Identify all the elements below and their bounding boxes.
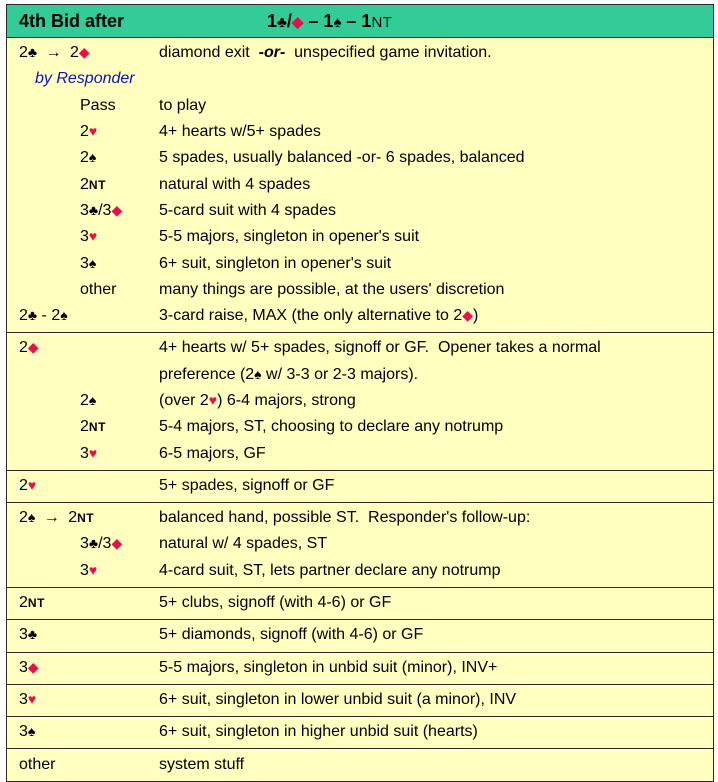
text-fragment: 2 xyxy=(80,392,89,409)
red-suit-icon: ◆ xyxy=(27,339,39,356)
text-fragment: unspecified game invitation. xyxy=(285,44,492,62)
bid-cell xyxy=(7,392,159,410)
text-fragment: 3 xyxy=(80,561,89,579)
text-fragment: 6+ suit, singleton in lower unbid suit (a minor), INV xyxy=(159,690,517,708)
by-responder-label: by Responder xyxy=(35,70,135,88)
meaning-cell xyxy=(159,97,713,115)
bid-cell xyxy=(7,149,159,167)
black-suit-icon: ♣ xyxy=(27,307,38,324)
table-section xyxy=(7,749,713,780)
table-row xyxy=(7,303,713,329)
arrow-icon: → xyxy=(39,509,65,527)
meaning-cell xyxy=(159,509,713,527)
text-fragment: 3 xyxy=(80,201,89,219)
meaning-cell xyxy=(159,445,713,463)
text-fragment: 4+ hearts w/ 5+ spades, signoff or GF. Opener takes a normal xyxy=(159,339,601,357)
text-fragment: 2 xyxy=(19,476,28,494)
text-fragment: 6+ suit, singleton in opener's suit xyxy=(159,254,392,272)
red-suit-icon: ♥ xyxy=(88,228,98,245)
red-suit-icon: ◆ xyxy=(27,658,39,675)
arrow-icon: → xyxy=(41,44,66,62)
text-fragment: 5-card suit with 4 spades xyxy=(159,201,336,219)
bid-cell xyxy=(7,123,159,141)
table-row xyxy=(7,751,713,777)
text-fragment: 3 xyxy=(19,626,28,644)
text-fragment: other xyxy=(80,280,117,298)
text-fragment: other xyxy=(19,755,56,773)
meaning-cell xyxy=(159,149,713,167)
bid-cell xyxy=(7,202,159,220)
table-row xyxy=(7,440,713,466)
bid-cell xyxy=(7,535,159,553)
text-fragment: 2 xyxy=(80,123,89,141)
black-suit-icon: ♠ xyxy=(60,307,68,324)
meaning-cell xyxy=(159,228,713,246)
meaning-cell xyxy=(159,281,713,299)
black-suit-icon: ♠ xyxy=(88,392,97,408)
meaning-cell xyxy=(159,44,713,62)
text-fragment: /3 xyxy=(98,201,112,219)
text-fragment: 2 xyxy=(19,339,28,357)
text-fragment: 3-card raise, MAX (the only alternative to 2 xyxy=(159,307,463,325)
table-row xyxy=(7,505,713,531)
red-suit-icon: ♥ xyxy=(88,561,98,578)
black-suit-icon: ♣ xyxy=(277,13,287,31)
meaning-cell xyxy=(159,562,713,580)
text-fragment: balanced hand, possible ST. Responder's follow-up: xyxy=(159,509,531,527)
table-row xyxy=(7,335,713,361)
text-fragment: 2 xyxy=(19,509,28,527)
table-row xyxy=(7,655,713,681)
bid-cell xyxy=(7,594,159,612)
text-fragment: 3 xyxy=(19,658,28,676)
text-fragment: 5+ clubs, signoff (with 4-6) or GF xyxy=(159,594,392,612)
bid-cell xyxy=(7,281,159,299)
bid-cell xyxy=(7,228,159,246)
table-row xyxy=(7,473,713,499)
table-row xyxy=(7,40,713,66)
text-fragment: system stuff xyxy=(159,755,245,773)
notrump-label: NT xyxy=(371,13,393,31)
text-fragment: 6+ suit, singleton in higher unbid suit (hearts) xyxy=(159,723,478,741)
bid-cell xyxy=(7,562,159,580)
text-fragment: ) 6-4 majors, strong xyxy=(217,392,356,409)
text-fragment: 2 xyxy=(80,175,89,193)
table-row xyxy=(7,198,713,224)
bid-cell xyxy=(7,97,159,115)
meaning-cell xyxy=(159,756,713,774)
red-suit-icon: ♥ xyxy=(27,476,37,493)
table-row xyxy=(7,590,713,616)
bid-cell xyxy=(7,477,159,495)
notrump-label: NT xyxy=(88,420,106,435)
black-suit-icon: ♠ xyxy=(333,13,342,31)
text-fragment: diamond exit xyxy=(159,44,259,62)
black-suit-icon: ♠ xyxy=(27,509,36,526)
bid-cell xyxy=(7,339,159,357)
table-section xyxy=(7,503,713,588)
table-body xyxy=(7,38,713,781)
bid-cell xyxy=(7,307,159,325)
notrump-label: NT xyxy=(77,511,95,526)
meaning-cell xyxy=(159,339,713,357)
table-row xyxy=(7,93,713,119)
bid-cell xyxy=(7,255,159,273)
text-fragment: – 1 xyxy=(341,10,372,31)
text-fragment: 2 xyxy=(19,44,28,62)
bidding-table xyxy=(6,4,714,782)
meaning-cell xyxy=(159,594,713,612)
text-fragment: 2 xyxy=(80,418,89,436)
bid-cell xyxy=(7,44,159,62)
text-fragment: (over 2 xyxy=(159,392,209,409)
table-row xyxy=(7,558,713,584)
text-fragment: 5+ diamonds, signoff (with 4-6) or GF xyxy=(159,626,424,644)
red-suit-icon: ♥ xyxy=(208,392,218,408)
black-suit-icon: ♠ xyxy=(88,254,97,271)
black-suit-icon: ♣ xyxy=(27,626,38,643)
text-fragment: many things are possible, at the users' discretion xyxy=(159,280,505,298)
text-fragment: to play xyxy=(159,96,207,114)
meaning-cell xyxy=(159,535,713,553)
black-suit-icon: ♣ xyxy=(27,44,38,61)
table-section xyxy=(7,333,713,470)
table-section xyxy=(7,685,713,717)
red-suit-icon: ◆ xyxy=(111,535,123,552)
table-row xyxy=(7,250,713,276)
header-auction-sequence xyxy=(267,11,392,32)
table-row xyxy=(7,388,713,414)
bid-cell xyxy=(7,509,159,527)
text-fragment: /3 xyxy=(98,535,112,553)
header-title: 4th Bid after xyxy=(19,10,125,31)
text-fragment: 3 xyxy=(80,228,89,246)
table-section xyxy=(7,471,713,503)
red-suit-icon: ◆ xyxy=(111,201,123,218)
text-fragment: - 2 xyxy=(37,307,61,325)
table-section xyxy=(7,653,713,685)
table-row xyxy=(7,171,713,197)
meaning-cell xyxy=(159,691,713,709)
meaning-cell xyxy=(159,626,713,644)
table-row xyxy=(7,66,713,92)
bid-cell xyxy=(7,176,159,194)
table-row xyxy=(7,687,713,713)
text-fragment: 5+ spades, signoff or GF xyxy=(159,476,335,494)
black-suit-icon: ♠ xyxy=(88,149,97,166)
red-suit-icon: ◆ xyxy=(78,44,90,61)
text-fragment: 6-5 majors, GF xyxy=(159,444,266,462)
table-row xyxy=(7,224,713,250)
text-fragment: / xyxy=(286,10,292,31)
meaning-cell xyxy=(159,123,713,141)
meaning-cell xyxy=(159,418,713,436)
black-suit-icon: ♠ xyxy=(27,723,36,740)
text-fragment: 3 xyxy=(80,254,89,272)
notrump-label: NT xyxy=(88,177,106,192)
table-row xyxy=(7,414,713,440)
text-fragment: natural with 4 spades xyxy=(159,175,311,193)
text-fragment: – 1 xyxy=(303,10,334,31)
emphasis-text: -or- xyxy=(258,44,286,62)
text-fragment: 5-4 majors, ST, choosing to declare any notrump xyxy=(159,418,504,436)
table-section xyxy=(7,620,713,652)
bid-cell xyxy=(7,445,159,463)
text-fragment: 3 xyxy=(19,723,28,741)
text-fragment: 5-5 majors, singleton in unbid suit (minor), INV+ xyxy=(159,658,498,676)
table-row xyxy=(7,362,713,388)
meaning-cell xyxy=(159,723,713,741)
red-suit-icon: ♥ xyxy=(88,123,98,140)
red-suit-icon: ♥ xyxy=(27,690,37,707)
table-row xyxy=(7,145,713,171)
text-fragment: w/ 3-3 or 2-3 majors). xyxy=(261,365,419,383)
table-header xyxy=(7,5,713,38)
text-fragment: 3 xyxy=(80,444,89,462)
bid-cell xyxy=(7,723,159,741)
table-row xyxy=(7,622,713,648)
table-row xyxy=(7,277,713,303)
text-fragment: 4-card suit, ST, lets partner declare any notrump xyxy=(159,561,501,579)
text-fragment: 3 xyxy=(19,690,28,708)
table-row xyxy=(7,531,713,557)
black-suit-icon: ♣ xyxy=(88,535,99,552)
black-suit-icon: ♠ xyxy=(254,365,262,382)
table-section xyxy=(7,588,713,620)
table-row xyxy=(7,119,713,145)
bid-cell xyxy=(7,756,159,774)
meaning-cell xyxy=(159,366,713,384)
text-fragment: 3 xyxy=(80,535,89,553)
text-fragment: 2 xyxy=(68,509,78,527)
bid-cell xyxy=(7,691,159,709)
text-fragment: 2 xyxy=(19,307,28,325)
bid-cell xyxy=(7,659,159,677)
red-suit-icon: ♥ xyxy=(88,444,98,461)
table-row xyxy=(7,719,713,745)
meaning-cell xyxy=(159,176,713,194)
table-section xyxy=(7,717,713,749)
bid-cell xyxy=(7,626,159,644)
text-fragment: 2 xyxy=(80,149,89,167)
black-suit-icon: ♣ xyxy=(88,201,99,218)
text-fragment: Pass xyxy=(80,96,116,114)
meaning-cell xyxy=(159,392,713,410)
text-fragment: preference (2 xyxy=(159,365,255,383)
text-fragment: natural w/ 4 spades, ST xyxy=(159,535,328,553)
text-fragment: ) xyxy=(473,307,479,325)
text-fragment: 4+ hearts w/5+ spades xyxy=(159,123,321,141)
text-fragment: 1 xyxy=(267,10,278,31)
meaning-cell xyxy=(159,202,713,220)
text-fragment: 5 spades, usually balanced -or- 6 spades, balanced xyxy=(159,149,525,167)
red-suit-icon: ◆ xyxy=(291,13,304,31)
notrump-label: NT xyxy=(27,596,45,611)
meaning-cell xyxy=(159,659,713,677)
text-fragment: 2 xyxy=(19,594,28,612)
text-fragment: 5-5 majors, singleton in opener's suit xyxy=(159,228,420,246)
red-suit-icon: ◆ xyxy=(462,307,474,324)
text-fragment: 2 xyxy=(69,44,79,62)
table-section xyxy=(7,38,713,333)
meaning-cell xyxy=(159,255,713,273)
meaning-cell xyxy=(159,307,713,325)
meaning-cell xyxy=(159,477,713,495)
bid-cell xyxy=(7,418,159,436)
